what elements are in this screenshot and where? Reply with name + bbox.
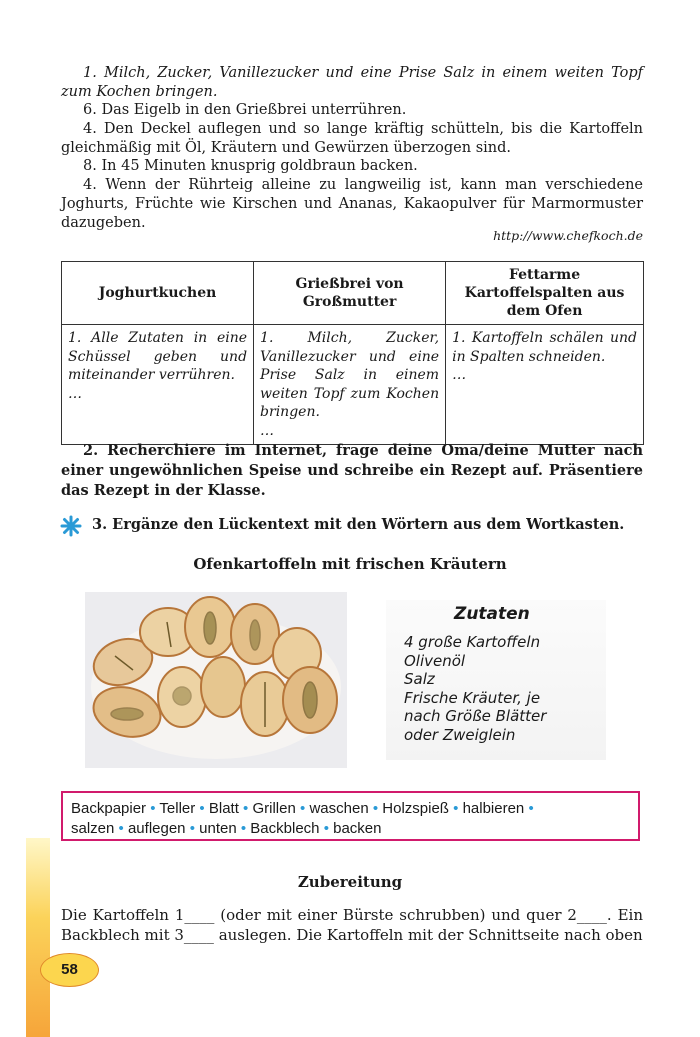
- recipe-title: Ofenkartoffeln mit frischen Kräutern: [193, 555, 507, 573]
- ingredients-list: [404, 633, 546, 744]
- section-title: Zubereitung: [297, 873, 403, 891]
- word-box-line-1: Backpapier • Teller • Blatt • Grillen • waschen • Holzspieß • halbieren •: [71, 800, 534, 817]
- task-2: 2. Recherchiere im Internet, frage deine Oma/deine Mutter nach einer ungewöhnlichen Speise und schreibe ein Rezept auf. Präsentiere das Rezept in der Klasse.: [61, 442, 643, 499]
- table-header: Joghurtkuchen: [62, 262, 254, 325]
- ingredient-item: Olivenöl: [404, 651, 466, 670]
- ingredient-item: 4 große Kartoffeln: [404, 633, 541, 651]
- ingredient-item: Salz: [404, 670, 435, 688]
- ingredient-item: Frische Kräuter, je: [404, 688, 541, 707]
- word-box: [61, 791, 640, 841]
- ingredients-title: Zutaten: [454, 604, 530, 624]
- word-box-line-2: salzen • auflegen • unten • Backblech • backen: [71, 820, 382, 837]
- table-cell: 1. Milch, Zucker, Vanillezucker und eine Prise Salz in einem weiten Topf zum Kochen bringen. …: [254, 325, 446, 445]
- recipe-step-2: 6. Das Eigelb in den Grießbrei unterrühren.: [83, 102, 407, 118]
- ingredients-card: [386, 600, 606, 760]
- recipe-step-3: 4. Den Deckel auflegen und so lange kräftig schütteln, bis die Kartoffeln gleichmäßig mit Öl, Kräutern und Gewürzen überzogen sind.: [61, 121, 643, 156]
- recipe-step-5: 4. Wenn der Rührteig alleine zu langweilig ist, kann man verschiedene Joghurts, Früchte wie Kirschen und Ananas, Kakaopulver für Marmormuster dazugeben.: [61, 177, 643, 231]
- ingredient-item: oder Zweiglein: [404, 725, 516, 744]
- table-header: Fettarme Kartoffelspalten aus dem Ofen: [446, 262, 644, 325]
- table-cell: 1. Kartoffeln schälen und in Spalten schneiden. …: [446, 325, 644, 445]
- potatoes-photo: [85, 592, 347, 768]
- source-url: http://www.chefkoch.de: [493, 228, 643, 243]
- page-number: 58: [40, 953, 99, 987]
- ingredient-item: nach Größe Blätter: [404, 707, 547, 725]
- zubereitung-text: Die Kartoffeln 1____ (oder mit einer Bürste schrubben) und quer 2____. Ein Backblech mit 3____ auslegen. Die Kartoffeln mit der Schnittseite nach oben: [61, 906, 643, 944]
- task-3: 3. Ergänze den Lückentext mit den Wörtern aus dem Wortkasten.: [92, 516, 625, 533]
- recipe-table: [61, 261, 644, 445]
- table-header: Grießbrei von Großmutter: [254, 262, 446, 325]
- recipe-step-4: 8. In 45 Minuten knusprig goldbraun backen.: [83, 158, 418, 174]
- recipe-step-1: 1. Milch, Zucker, Vanillezucker und eine Prise Salz in einem weiten Topf zum Kochen bringen.: [61, 65, 643, 100]
- decorative-side-bar: [26, 838, 50, 1037]
- asterisk-icon: [60, 515, 82, 537]
- table-cell: 1. Alle Zutaten in eine Schüssel geben und miteinander verrühren. …: [62, 325, 254, 445]
